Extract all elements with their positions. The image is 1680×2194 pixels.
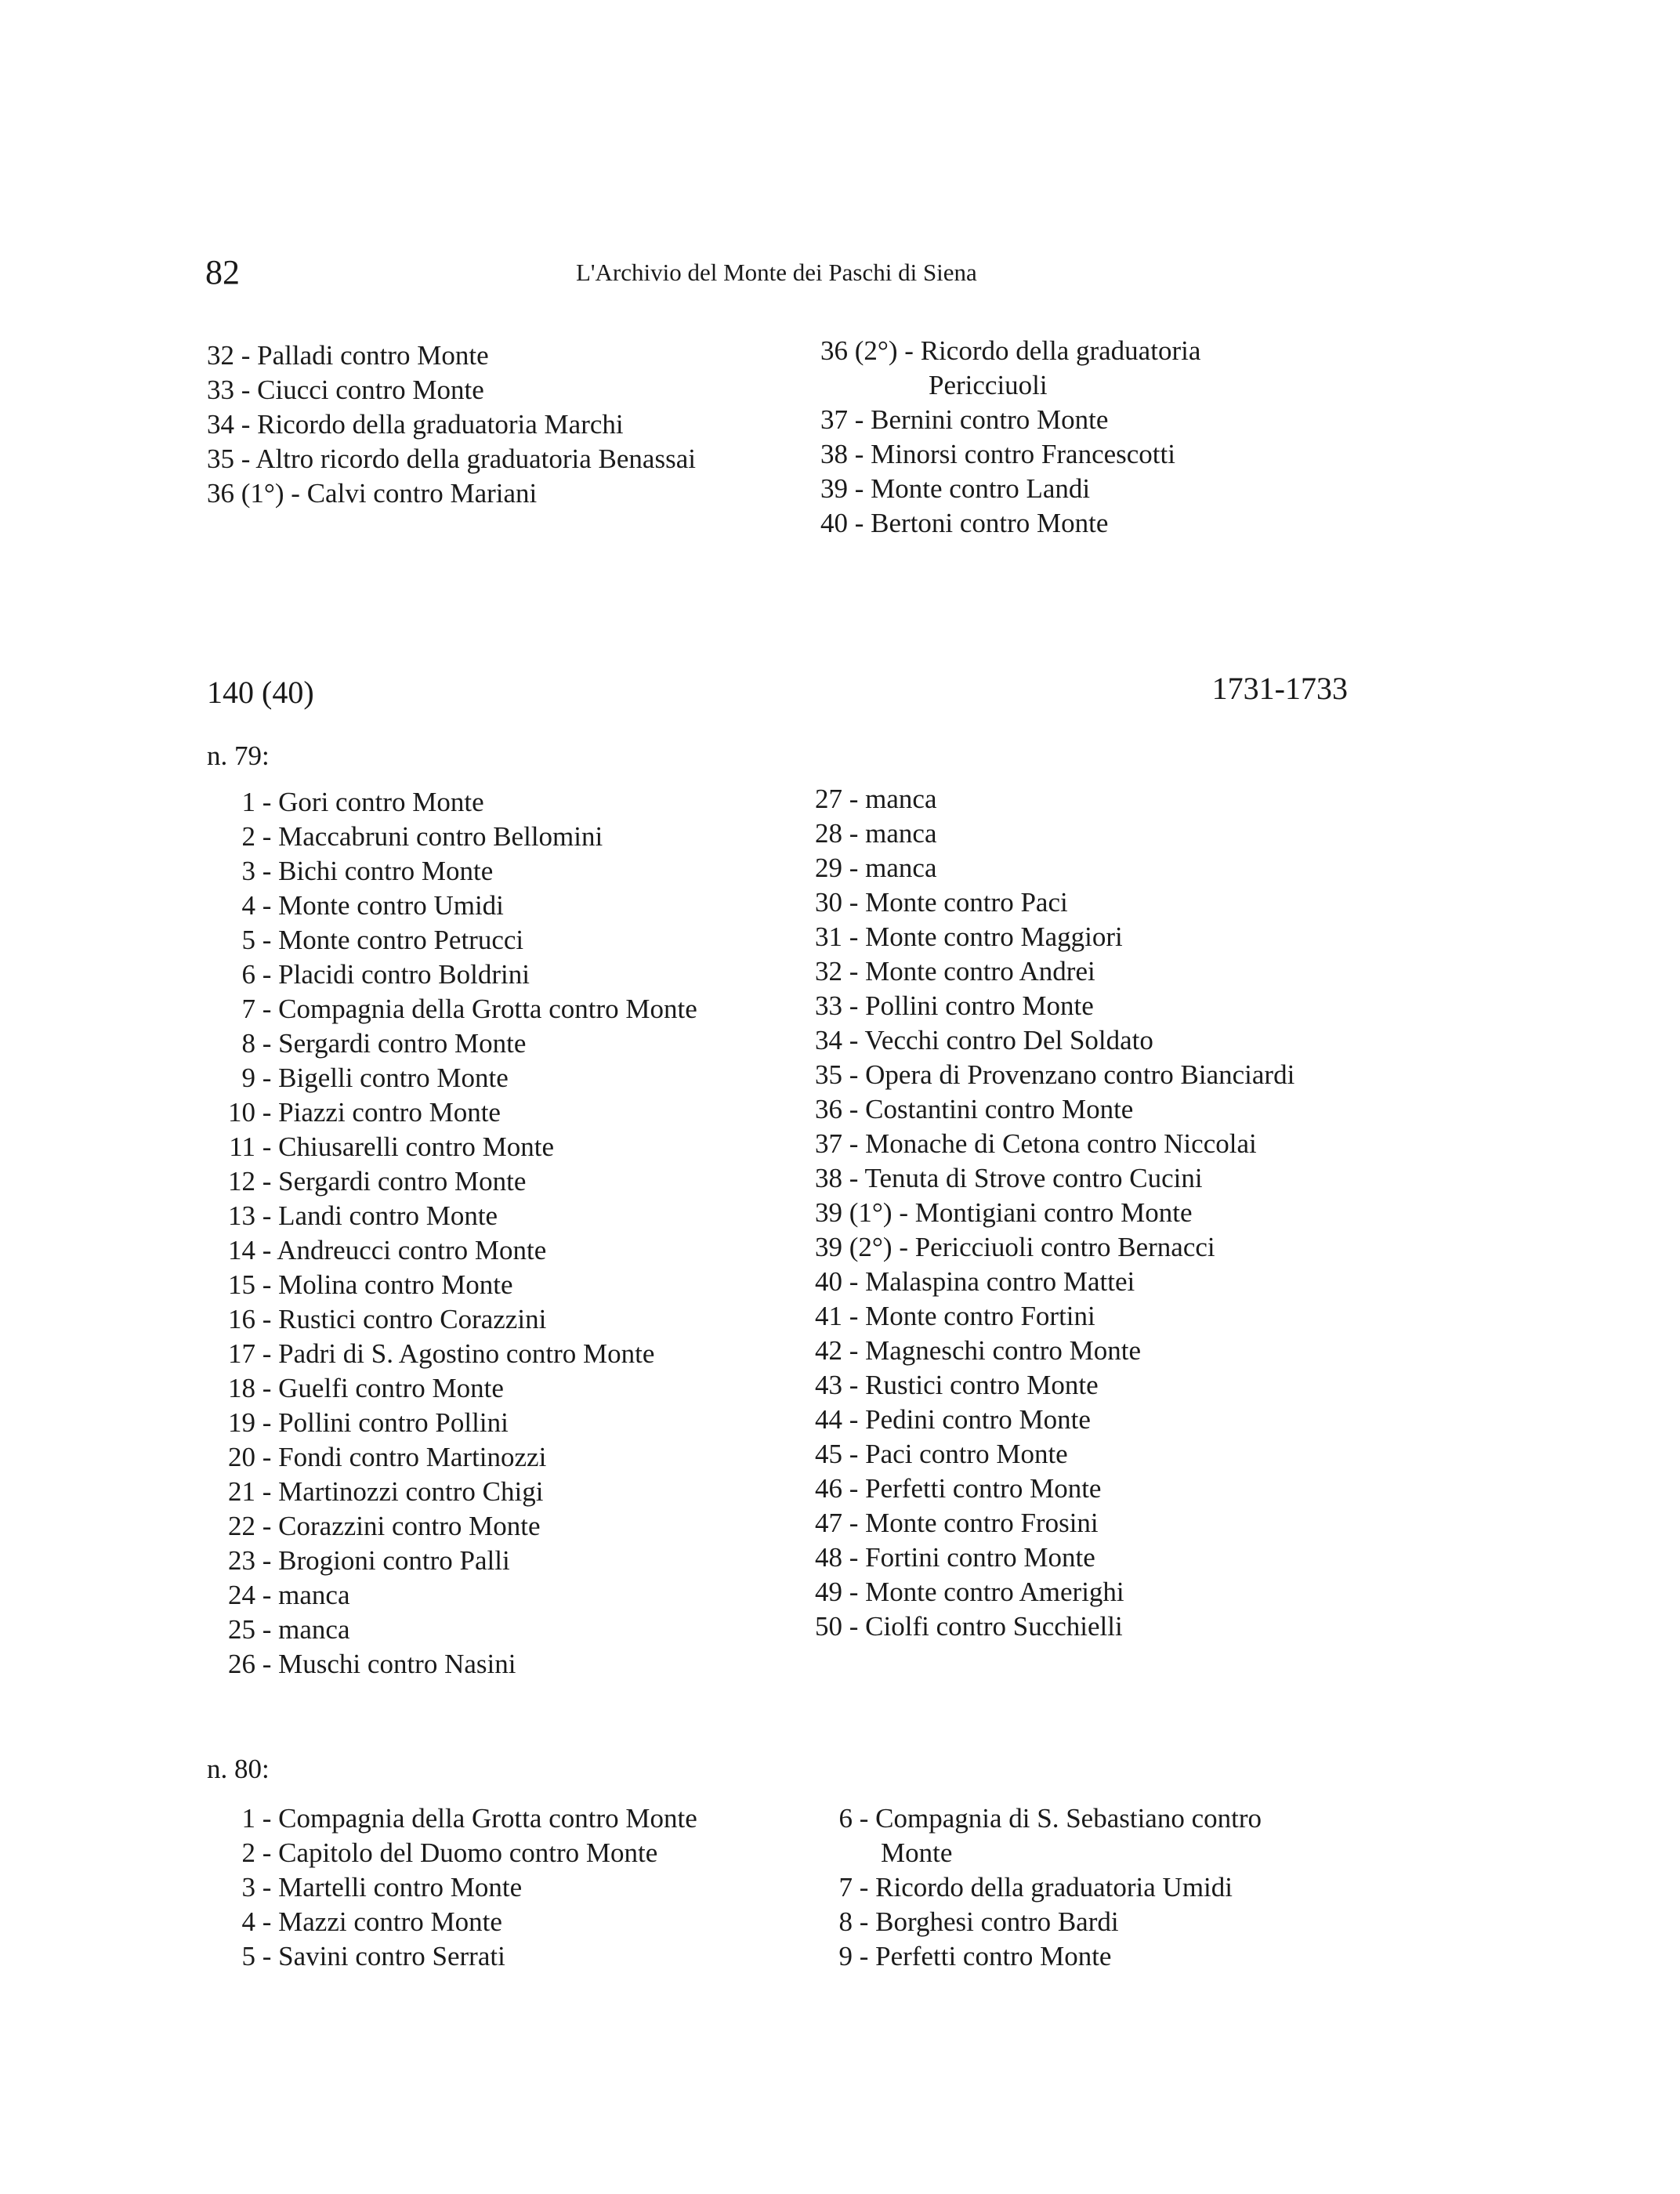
item-separator: - xyxy=(853,1872,876,1903)
item-separator: - xyxy=(255,1872,279,1903)
item-separator: - xyxy=(255,1649,279,1679)
item-text: Martelli contro Monte xyxy=(278,1872,523,1903)
list-item xyxy=(815,954,1294,989)
item-separator: - xyxy=(853,1803,876,1834)
item-separator: - xyxy=(255,1063,279,1093)
item-separator: - xyxy=(255,1580,279,1610)
item-number: 41 xyxy=(815,1301,842,1331)
item-text: Monte contro Amerighi xyxy=(865,1577,1124,1607)
list-item xyxy=(207,889,697,923)
list-item xyxy=(207,958,697,992)
item-separator: - xyxy=(255,1906,279,1937)
item-separator: - xyxy=(255,1837,279,1868)
list-item xyxy=(815,1609,1294,1644)
list-item xyxy=(207,1061,697,1095)
item-separator: - xyxy=(255,925,279,955)
item-separator: - xyxy=(853,1906,876,1937)
list-item xyxy=(815,1092,1294,1127)
item-text: Pericciuoli contro Bernacci xyxy=(914,1232,1215,1262)
item-text: Sergardi contro Monte xyxy=(278,1166,527,1197)
item-text: Monte contro Frosini xyxy=(865,1508,1099,1538)
item-number: 36 xyxy=(815,1094,842,1124)
item-separator: - xyxy=(842,1128,866,1159)
list-item xyxy=(207,1371,697,1406)
item-number: 7 xyxy=(241,994,255,1024)
item-number: 4 xyxy=(241,890,255,921)
item-text: Corazzini contro Monte xyxy=(278,1511,541,1541)
item-text: Monte contro Maggiori xyxy=(865,921,1123,952)
item-text: Compagnia di S. Sebastiano contro xyxy=(875,1803,1262,1834)
item-number: 1 xyxy=(241,1803,255,1834)
item-number: 12 xyxy=(228,1166,255,1197)
item-number: 16 xyxy=(228,1304,255,1334)
item-text: Savini contro Serrati xyxy=(278,1941,505,1971)
item-text: Mazzi contro Monte xyxy=(278,1906,502,1937)
item-separator: - xyxy=(842,990,866,1021)
item-separator: - xyxy=(255,1476,279,1507)
item-separator: - xyxy=(255,1373,279,1403)
item-text: Pedini contro Monte xyxy=(865,1404,1091,1435)
list-item xyxy=(207,992,697,1026)
item-separator: - xyxy=(842,1094,866,1124)
item-separator: - xyxy=(842,784,866,814)
list-item xyxy=(207,1509,697,1544)
list-item xyxy=(207,1870,697,1905)
item-text: manca xyxy=(865,784,937,814)
item-separator: - xyxy=(842,818,866,849)
item-separator: - xyxy=(842,1473,866,1504)
item-text: Magneschi contro Monte xyxy=(865,1335,1142,1366)
item-number: 25 xyxy=(228,1614,255,1645)
list-item: 36 (1°) - Calvi contro Mariani xyxy=(207,478,538,509)
item-text: Martinozzi contro Chigi xyxy=(278,1476,544,1507)
list-item xyxy=(207,1199,697,1233)
item-separator: - xyxy=(842,1370,866,1400)
list-item xyxy=(207,820,697,854)
list-item xyxy=(815,1161,1294,1196)
item-separator: - xyxy=(842,956,866,987)
item-separator: - xyxy=(892,1232,915,1262)
n79-list-right xyxy=(815,782,1294,1644)
item-separator: - xyxy=(255,1269,279,1300)
item-text: Pollini contro Monte xyxy=(865,990,1094,1021)
item-text: Monte contro Paci xyxy=(865,887,1068,918)
item-separator: - xyxy=(842,1404,866,1435)
item-number: 6 xyxy=(241,959,255,990)
item-number: 17 xyxy=(228,1338,255,1369)
item-separator: - xyxy=(842,1542,866,1573)
list-item: 37 - Bernini contro Monte xyxy=(820,404,1109,435)
item-separator: - xyxy=(853,1941,876,1971)
list-item: 36 (2°) - Ricordo della graduatoria xyxy=(820,335,1201,366)
top-list-left xyxy=(207,339,696,511)
item-text: Monte contro Fortini xyxy=(865,1301,1095,1331)
item-number: 46 xyxy=(815,1473,842,1504)
item-separator: - xyxy=(842,1266,866,1297)
item-separator: - xyxy=(255,1511,279,1541)
item-text: Bichi contro Monte xyxy=(278,856,494,886)
list-item xyxy=(207,1026,697,1061)
item-text: Compagnia della Grotta contro Monte xyxy=(278,994,697,1024)
item-number: 14 xyxy=(228,1235,255,1265)
item-number: 4 xyxy=(241,1906,255,1937)
item-separator: - xyxy=(842,1025,865,1055)
item-number: 49 xyxy=(815,1577,842,1607)
item-text: Borghesi contro Bardi xyxy=(875,1906,1119,1937)
item-text: Monte xyxy=(881,1837,953,1868)
list-item xyxy=(815,989,1294,1023)
item-text: Rustici contro Corazzini xyxy=(278,1304,547,1334)
list-item xyxy=(815,1437,1294,1472)
item-number: 32 xyxy=(815,956,842,987)
item-number: 21 xyxy=(228,1476,255,1507)
section-id: 140 (40) xyxy=(207,675,314,710)
item-text: Guelfi contro Monte xyxy=(278,1373,504,1403)
item-text: Placidi contro Boldrini xyxy=(278,959,530,990)
n80-label: n. 80: xyxy=(207,1754,270,1784)
n79-list-left xyxy=(207,785,697,1682)
item-number: 15 xyxy=(228,1269,255,1300)
list-item xyxy=(207,1164,697,1199)
list-item: 38 - Minorsi contro Francescotti xyxy=(820,439,1175,469)
item-separator: - xyxy=(255,787,279,817)
item-number: 18 xyxy=(228,1373,255,1403)
running-title: L'Archivio del Monte dei Paschi di Siena xyxy=(576,259,977,286)
item-text: manca xyxy=(865,818,937,849)
list-item xyxy=(207,1905,697,1939)
item-separator: - xyxy=(255,1545,279,1576)
list-item xyxy=(815,1541,1294,1575)
list-item xyxy=(207,1268,697,1302)
item-text: Padri di S. Agostino contro Monte xyxy=(278,1338,655,1369)
item-number: 22 xyxy=(228,1511,255,1541)
item-separator: - xyxy=(255,1235,277,1265)
section-dates: 1731-1733 xyxy=(1211,671,1348,706)
item-text: Montigiani contro Monte xyxy=(914,1197,1193,1228)
item-number: 5 xyxy=(241,1941,255,1971)
item-text: Compagnia della Grotta contro Monte xyxy=(278,1803,697,1834)
item-separator: - xyxy=(892,1197,915,1228)
item-number: 10 xyxy=(228,1097,255,1128)
item-number: 33 xyxy=(815,990,842,1021)
item-separator: - xyxy=(255,959,279,990)
item-separator: - xyxy=(842,1059,866,1090)
item-number: 7 xyxy=(838,1872,853,1903)
item-text: Chiusarelli contro Monte xyxy=(278,1131,555,1162)
item-separator: - xyxy=(842,1163,865,1193)
list-item xyxy=(207,1440,697,1475)
item-separator: - xyxy=(842,1439,866,1469)
item-separator: - xyxy=(255,821,279,852)
item-text: manca xyxy=(865,853,937,883)
item-text: Vecchi contro Del Soldato xyxy=(864,1025,1153,1055)
item-number: 44 xyxy=(815,1404,842,1435)
item-text: Pollini contro Pollini xyxy=(278,1407,509,1438)
item-number: 8 xyxy=(838,1906,853,1937)
item-number: 34 xyxy=(815,1025,842,1055)
item-number: 29 xyxy=(815,853,842,883)
item-text: Ricordo della graduatoria Umidi xyxy=(875,1872,1233,1903)
item-text: Paci contro Monte xyxy=(865,1439,1068,1469)
item-number: 26 xyxy=(228,1649,255,1679)
item-text: Capitolo del Duomo contro Monte xyxy=(278,1837,658,1868)
item-number: 30 xyxy=(815,887,842,918)
item-text: Monte contro Andrei xyxy=(865,956,1095,987)
n80-list-right xyxy=(815,1801,1262,1974)
item-number: 3 xyxy=(241,1872,255,1903)
item-text: Malaspina contro Mattei xyxy=(865,1266,1135,1297)
list-item xyxy=(207,785,697,820)
list-item xyxy=(207,923,697,958)
item-number: 48 xyxy=(815,1542,842,1573)
list-item xyxy=(815,1575,1294,1609)
item-number: 2 xyxy=(241,1837,255,1868)
list-item: 39 - Monte contro Landi xyxy=(820,473,1091,504)
item-number: 8 xyxy=(241,1028,255,1059)
item-separator: - xyxy=(255,1803,279,1834)
item-number: 9 xyxy=(838,1941,853,1971)
item-separator: - xyxy=(255,1028,279,1059)
list-item xyxy=(815,851,1294,885)
item-separator: - xyxy=(255,890,279,921)
item-number: 24 xyxy=(228,1580,255,1610)
item-text: Sergardi contro Monte xyxy=(278,1028,527,1059)
item-number: 28 xyxy=(815,818,842,849)
list-item xyxy=(207,1578,697,1613)
item-text: Muschi contro Nasini xyxy=(278,1649,516,1679)
list-item xyxy=(207,1337,697,1371)
item-separator: - xyxy=(255,1941,279,1971)
item-text: Molina contro Monte xyxy=(278,1269,513,1300)
item-number: 3 xyxy=(241,856,255,886)
item-separator: - xyxy=(842,921,866,952)
item-text: Monte contro Umidi xyxy=(278,890,504,921)
item-separator: - xyxy=(842,1508,866,1538)
item-text: Tenuta di Strove contro Cucini xyxy=(864,1163,1203,1193)
item-separator: - xyxy=(255,856,279,886)
list-item xyxy=(815,1127,1294,1161)
item-separator: - xyxy=(255,1442,279,1472)
item-text: Rustici contro Monte xyxy=(865,1370,1099,1400)
item-number: 19 xyxy=(228,1407,255,1438)
list-item: 35 - Altro ricordo della graduatoria Benassai xyxy=(207,444,696,474)
item-separator: - xyxy=(842,1611,866,1642)
list-item xyxy=(207,1302,697,1337)
item-number: 31 xyxy=(815,921,842,952)
item-number: 37 xyxy=(815,1128,842,1159)
item-separator: - xyxy=(255,1407,279,1438)
item-number: 50 xyxy=(815,1611,842,1642)
item-number: 42 xyxy=(815,1335,842,1366)
list-item xyxy=(815,920,1294,954)
item-separator: - xyxy=(842,1301,866,1331)
item-separator: - xyxy=(255,994,279,1024)
item-separator: - xyxy=(255,1166,279,1197)
item-text: Perfetti contro Monte xyxy=(865,1473,1102,1504)
item-separator: - xyxy=(842,853,866,883)
list-item: 40 - Bertoni contro Monte xyxy=(820,508,1109,538)
item-text: Costantini contro Monte xyxy=(865,1094,1134,1124)
list-item xyxy=(207,1233,697,1268)
list-item xyxy=(815,1230,1294,1265)
item-number: 9 xyxy=(241,1063,255,1093)
list-item xyxy=(207,1095,697,1130)
item-number: 5 xyxy=(241,925,255,955)
item-text: Monte contro Petrucci xyxy=(278,925,524,955)
item-text: Perfetti contro Monte xyxy=(875,1941,1112,1971)
item-separator: - xyxy=(842,1335,866,1366)
list-item xyxy=(207,1613,697,1647)
list-item xyxy=(207,1939,697,1974)
list-item xyxy=(815,1334,1294,1368)
list-item xyxy=(815,1836,1262,1870)
item-separator: - xyxy=(255,1304,279,1334)
item-separator: - xyxy=(255,1614,279,1645)
top-list-right xyxy=(820,334,1200,541)
list-item: 32 - Palladi contro Monte xyxy=(207,340,489,371)
item-separator: - xyxy=(255,1200,279,1231)
item-number: 39 (1°) xyxy=(815,1197,892,1228)
item-number: 38 xyxy=(815,1163,842,1193)
item-separator: - xyxy=(255,1338,279,1369)
list-item xyxy=(815,1403,1294,1437)
item-number: 35 xyxy=(815,1059,842,1090)
list-item: Pericciuoli xyxy=(929,370,1048,400)
item-text: Fondi contro Martinozzi xyxy=(278,1442,547,1472)
list-item xyxy=(207,1544,697,1578)
item-number: 43 xyxy=(815,1370,842,1400)
list-item xyxy=(207,1406,697,1440)
list-item: 33 - Ciucci contro Monte xyxy=(207,375,484,405)
item-text: Ciolfi contro Succhielli xyxy=(865,1611,1123,1642)
n79-label: n. 79: xyxy=(207,740,270,771)
item-text: Piazzi contro Monte xyxy=(278,1097,501,1128)
item-number: 2 xyxy=(241,821,255,852)
list-item xyxy=(815,1870,1262,1905)
item-number: 1 xyxy=(241,787,255,817)
list-item: 34 - Ricordo della graduatoria Marchi xyxy=(207,409,624,440)
item-number: 23 xyxy=(228,1545,255,1576)
item-number: 27 xyxy=(815,784,842,814)
list-item xyxy=(815,1905,1262,1939)
item-number: 45 xyxy=(815,1439,842,1469)
list-item xyxy=(815,1299,1294,1334)
list-item xyxy=(207,854,697,889)
item-separator: - xyxy=(255,1097,279,1128)
item-text: Landi contro Monte xyxy=(278,1200,498,1231)
item-text: Monache di Cetona contro Niccolai xyxy=(865,1128,1257,1159)
item-separator: - xyxy=(842,1577,866,1607)
list-item xyxy=(815,1939,1262,1974)
item-text: Maccabruni contro Bellomini xyxy=(278,821,603,852)
item-text: Gori contro Monte xyxy=(278,787,484,817)
list-item xyxy=(815,1472,1294,1506)
item-text: Bigelli contro Monte xyxy=(278,1063,509,1093)
page-number: 82 xyxy=(205,253,240,291)
item-number: 40 xyxy=(815,1266,842,1297)
list-item xyxy=(815,1058,1294,1092)
item-text: manca xyxy=(278,1580,350,1610)
list-item xyxy=(815,1368,1294,1403)
item-text: Andreucci contro Monte xyxy=(277,1235,547,1265)
item-text: Fortini contro Monte xyxy=(865,1542,1095,1573)
item-number: 20 xyxy=(228,1442,255,1472)
item-number: 6 xyxy=(838,1803,853,1834)
list-item xyxy=(207,1836,697,1870)
item-number: 39 (2°) xyxy=(815,1232,892,1262)
item-separator: - xyxy=(255,1131,279,1162)
list-item xyxy=(207,1475,697,1509)
list-item xyxy=(207,1801,697,1836)
list-item xyxy=(815,1265,1294,1299)
list-item xyxy=(207,1647,697,1682)
item-separator: - xyxy=(842,887,866,918)
item-text: Brogioni contro Palli xyxy=(278,1545,510,1576)
list-item xyxy=(815,885,1294,920)
item-text: Opera di Provenzano contro Bianciardi xyxy=(865,1059,1295,1090)
list-item xyxy=(815,1506,1294,1541)
list-item xyxy=(815,816,1294,851)
list-item xyxy=(815,1023,1294,1058)
item-text: manca xyxy=(278,1614,350,1645)
n80-list-left xyxy=(207,1801,697,1974)
list-item xyxy=(815,1801,1262,1836)
list-item xyxy=(815,1196,1294,1230)
list-item xyxy=(207,1130,697,1164)
item-number: 47 xyxy=(815,1508,842,1538)
item-number: 13 xyxy=(228,1200,255,1231)
item-number: 11 xyxy=(229,1131,255,1162)
list-item xyxy=(815,782,1294,816)
